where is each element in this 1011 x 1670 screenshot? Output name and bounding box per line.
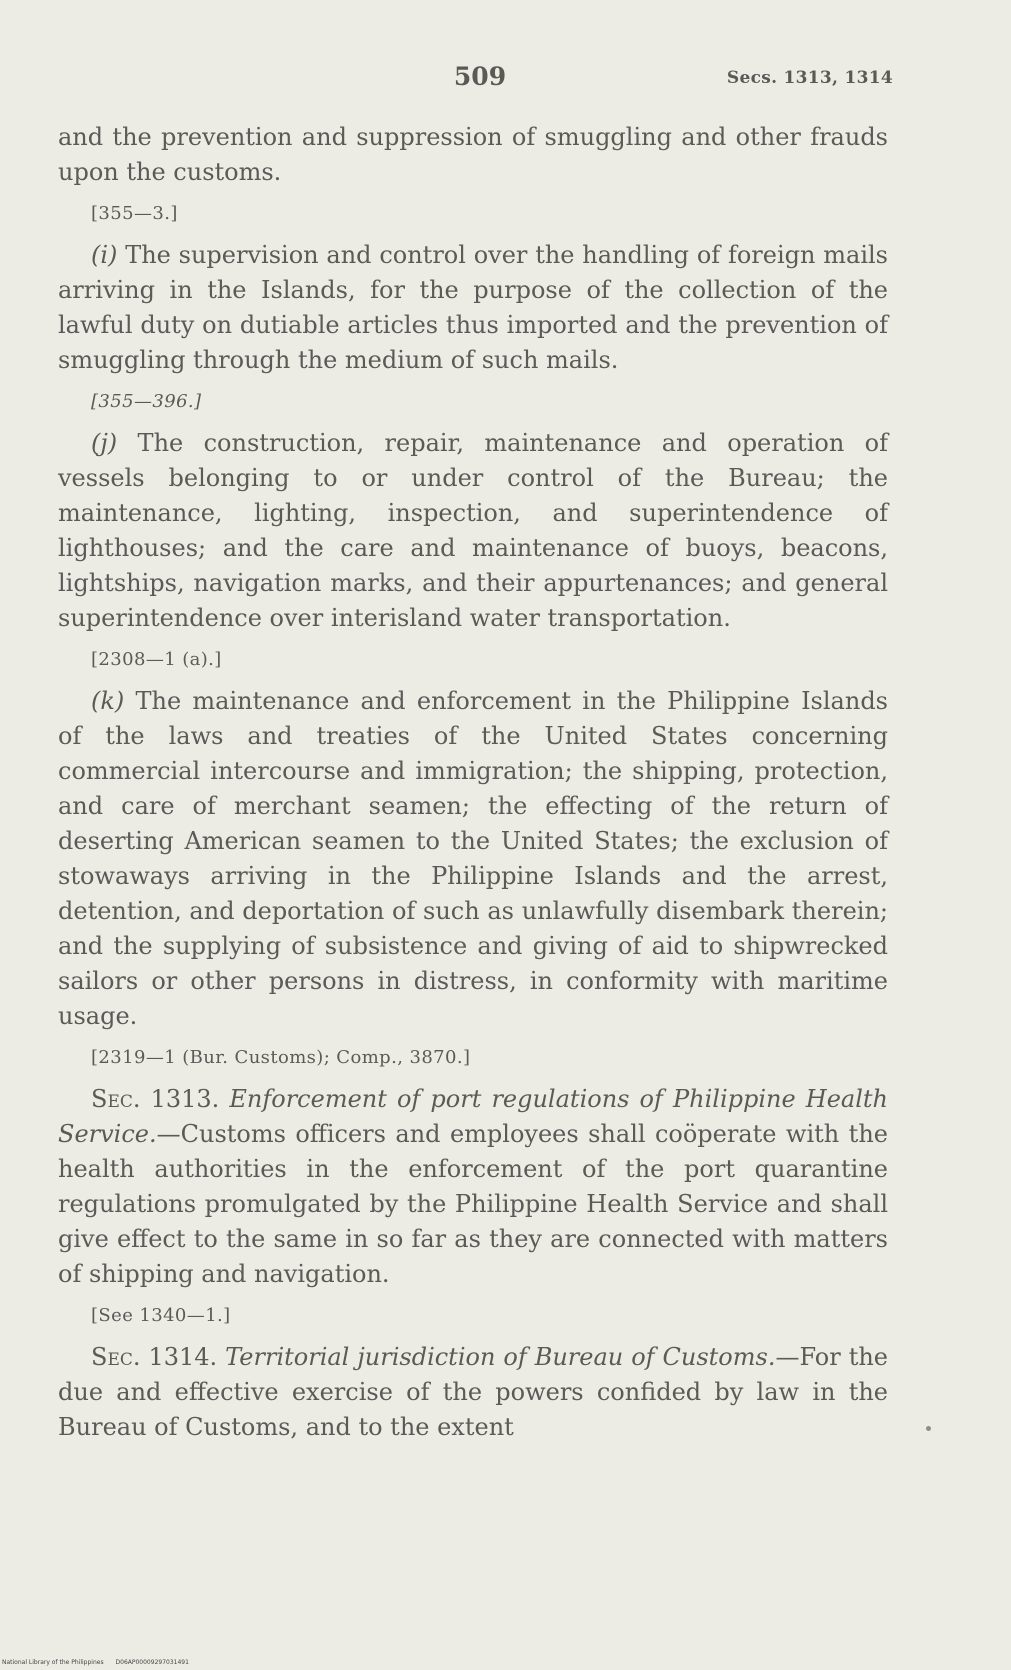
paragraph-i-text: The supervision and control over the handling of foreign mails arriving in the Islands, for the purpose of the collection of the lawful duty on dutiable articles thus imported and the prevention of smuggling through the medium of such mails.: [58, 241, 888, 374]
paragraph-k-label: (k): [91, 687, 125, 715]
reference-2308-1a: [2308—1 (a).]: [91, 649, 222, 670]
paragraph-i: [58, 238, 888, 378]
section-1314: [58, 1340, 888, 1445]
reference-2319-1: [2319—1 (Bur. Customs); Comp., 3870.]: [91, 1047, 471, 1068]
page-number: 509: [453, 62, 507, 91]
section-1314-title: Territorial jurisdiction of Bureau of Customs.: [217, 1343, 776, 1371]
stray-mark: [926, 1426, 931, 1431]
paragraph-continued: and the prevention and suppression of smuggling and other frauds upon the customs.: [58, 123, 888, 186]
section-1313-text: —Customs officers and employees shall coöperate with the health authorities in the enforcement of the port quarantine regulations promulgated by the Philippine Health Service and shall give effect to the same in so far as they are connected with matters of shipping and navigation.: [58, 1120, 888, 1288]
footer-library: National Library of the Philippines: [2, 1659, 104, 1666]
body-text: [58, 120, 888, 1445]
paragraph-j-text: The construction, repair, maintenance and operation of vessels belonging to or under control of the Bureau; the maintenance, lighting, inspection, and superintendence of lighthouses; and the care and maintenance of buoys, beacons, lightships, navigation marks, and their appurtenances; and general superintendence over interisland water transportation.: [58, 429, 888, 632]
paragraph-i-label: (i): [91, 241, 118, 269]
section-1313: [58, 1082, 888, 1292]
running-head: Secs. 1313, 1314: [726, 68, 893, 88]
paragraph-k: [58, 684, 888, 1034]
reference-see-1340-1: [See 1340—1.]: [91, 1305, 231, 1326]
footer-code: D06AP00009297031491: [115, 1659, 189, 1666]
section-1313-label: Sec. 1313.: [91, 1085, 220, 1113]
section-1313-title: Enforcement of port regulations of Philippine Health Service.: [58, 1085, 888, 1148]
reference-355-3: [355—3.]: [91, 203, 178, 224]
section-1314-label: Sec. 1314.: [91, 1343, 218, 1371]
paragraph-j-label: (j): [91, 429, 118, 457]
section-1314-text: —For the due and effective exercise of the powers confided by law in the Bureau of Customs, and to the extent: [58, 1343, 889, 1441]
paragraph-j: [58, 426, 888, 636]
reference-355-396: [355—396.]: [91, 391, 202, 412]
scan-footer: [2, 1659, 189, 1666]
paragraph-k-text: The maintenance and enforcement in the Philippine Islands of the laws and treaties of the United States concerning commercial intercourse and immigration; the shipping, protection, and care of merchant seamen; the effecting of the return of deserting American seamen to the United States; the exclusion of stowaways arriving in the Philippine Islands and the arrest, detention, and deportation of such as unlawfully disembark therein; and the supplying of subsistence and giving of aid to shipwrecked sailors or other persons in distress, in conformity with maritime usage.: [58, 687, 888, 1030]
